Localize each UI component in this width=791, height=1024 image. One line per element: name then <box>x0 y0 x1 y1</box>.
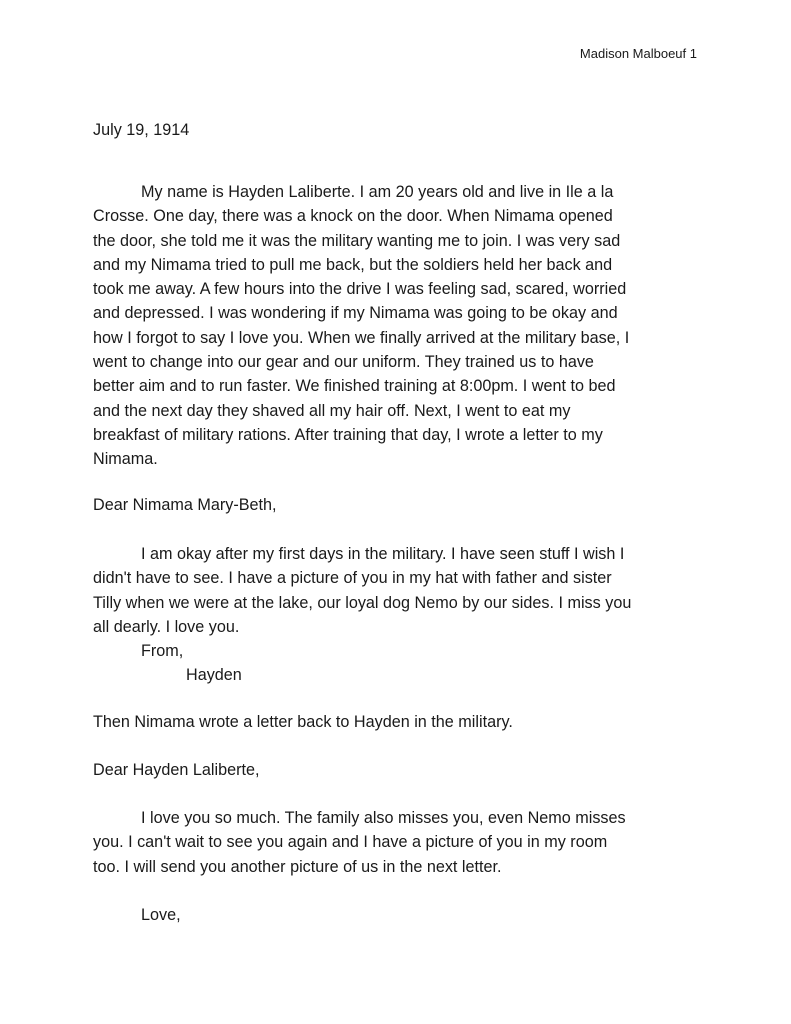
story-line: and depressed. I was wondering if my Nimama was going to be okay and <box>93 304 618 323</box>
story-line: better aim and to run faster. We finished training at 8:00pm. I went to bed <box>93 377 616 396</box>
letter2-body <box>93 806 705 879</box>
letter1-line: didn't have to see. I have a picture of you in my hat with father and sister <box>93 569 612 588</box>
story-line: My name is Hayden Laliberte. I am 20 years old and live in Ile a la <box>141 183 614 201</box>
letter1-line: Tilly when we were at the lake, our loyal dog Nemo by our sides. I miss you <box>93 593 632 612</box>
story-line: the door, she told me it was the military wanting me to join. I was very sad <box>93 231 621 250</box>
letter2-closing: Love, <box>141 906 181 924</box>
story-line: breakfast of military rations. After training that day, I wrote a letter to my <box>93 425 603 444</box>
letter1-closing: From, <box>141 642 184 661</box>
date-line: July 19, 1914 <box>93 121 190 139</box>
letter2-line: too. I will send you another picture of us in the next letter. <box>93 857 502 876</box>
story-line: and the next day they shaved all my hair off. Next, I went to eat my <box>93 401 571 420</box>
letter1-signature: Hayden <box>186 666 242 685</box>
story-line: took me away. A few hours into the drive I was feeling sad, scared, worried <box>93 280 627 299</box>
letter1-body <box>93 542 705 688</box>
transition-line: Then Nimama wrote a letter back to Hayden in the military. <box>93 713 513 731</box>
letter1-salutation: Dear Nimama Mary-Beth, <box>93 496 277 514</box>
story-line: went to change into our gear and our uniform. They trained us to have <box>93 353 594 372</box>
letter1-line: I am okay after my first days in the military. I have seen stuff I wish I <box>141 545 625 563</box>
story-line: and my Nimama tried to pull me back, but the soldiers held her back and <box>93 255 613 274</box>
letter1-line: all dearly. I love you. <box>93 617 240 636</box>
letter2-line: you. I can't wait to see you again and I have a picture of you in my room <box>93 833 608 852</box>
running-head: Madison Malboeuf 1 <box>579 46 697 61</box>
letter2-salutation: Dear Hayden Laliberte, <box>93 761 260 779</box>
story-line: how I forgot to say I love you. When we finally arrived at the military base, I <box>93 328 630 347</box>
story-line: Crosse. One day, there was a knock on the door. When Nimama opened <box>93 207 613 226</box>
letter2-line: I love you so much. The family also misses you, even Nemo misses <box>141 809 626 827</box>
story-paragraph <box>93 180 705 472</box>
story-line: Nimama. <box>93 450 158 469</box>
